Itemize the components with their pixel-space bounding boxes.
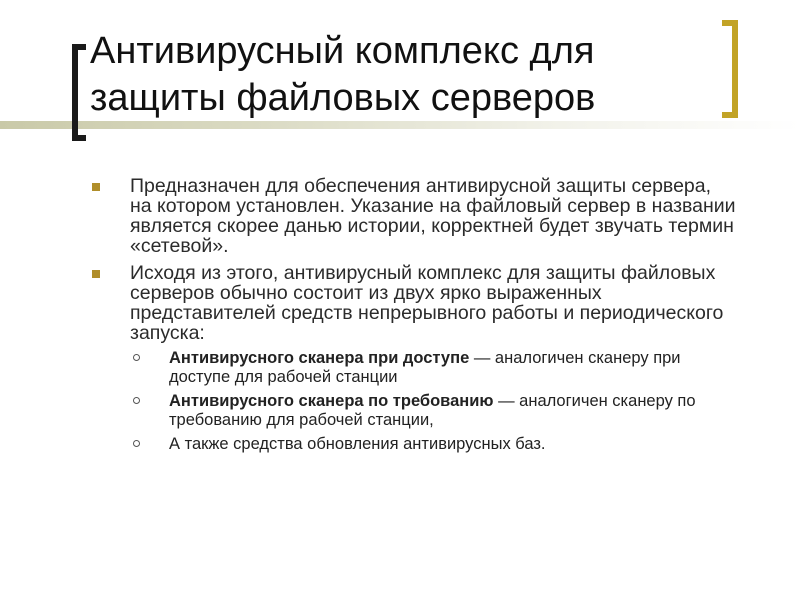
sub-bullet-text: — аналогичен сканеру при доступе для рабочей станции <box>169 349 681 386</box>
slide-title-line-1: Антивирусный комплекс для <box>90 30 595 72</box>
sub-bullet-bold: Антивирусного сканера по требованию <box>169 392 494 410</box>
square-bullet-icon <box>92 183 100 191</box>
bullet-list <box>88 176 738 454</box>
sub-bullet-item <box>130 435 738 454</box>
square-bullet-icon <box>92 270 100 278</box>
sub-bullet-item <box>130 349 738 387</box>
bullet-text: Исходя из этого, антивирусный комплекс для защиты файловых серверов обычно состоит из двух ярко выраженных представителей средств непрерывного работы и периодического запуска: <box>130 262 724 344</box>
bullet-item <box>88 263 738 454</box>
sub-bullet-item <box>130 392 738 430</box>
sub-bullet-list <box>130 349 738 454</box>
bullet-item <box>88 176 738 256</box>
sub-bullet-text: А также средства обновления антивирусных баз. <box>169 435 546 453</box>
circle-bullet-icon <box>133 440 140 447</box>
circle-bullet-icon <box>133 354 140 361</box>
slide-body <box>88 176 738 461</box>
left-bracket-decoration <box>72 44 86 141</box>
slide-title-line-2: защиты файловых серверов <box>90 77 596 119</box>
circle-bullet-icon <box>133 397 140 404</box>
sub-bullet-bold: Антивирусного сканера при доступе <box>169 349 470 367</box>
bullet-text: Предназначен для обеспечения антивирусной защиты сервера, на котором установлен. Указание на файловый сервер в названии является скорее данью истории, корректней будет звучать термин «сетевой». <box>130 175 736 257</box>
right-bracket-decoration <box>722 20 738 118</box>
slide-title <box>90 28 720 122</box>
title-accent-bar <box>0 121 800 129</box>
sub-bullet-text: — аналогичен сканеру по требованию для рабочей станции, <box>169 392 696 429</box>
